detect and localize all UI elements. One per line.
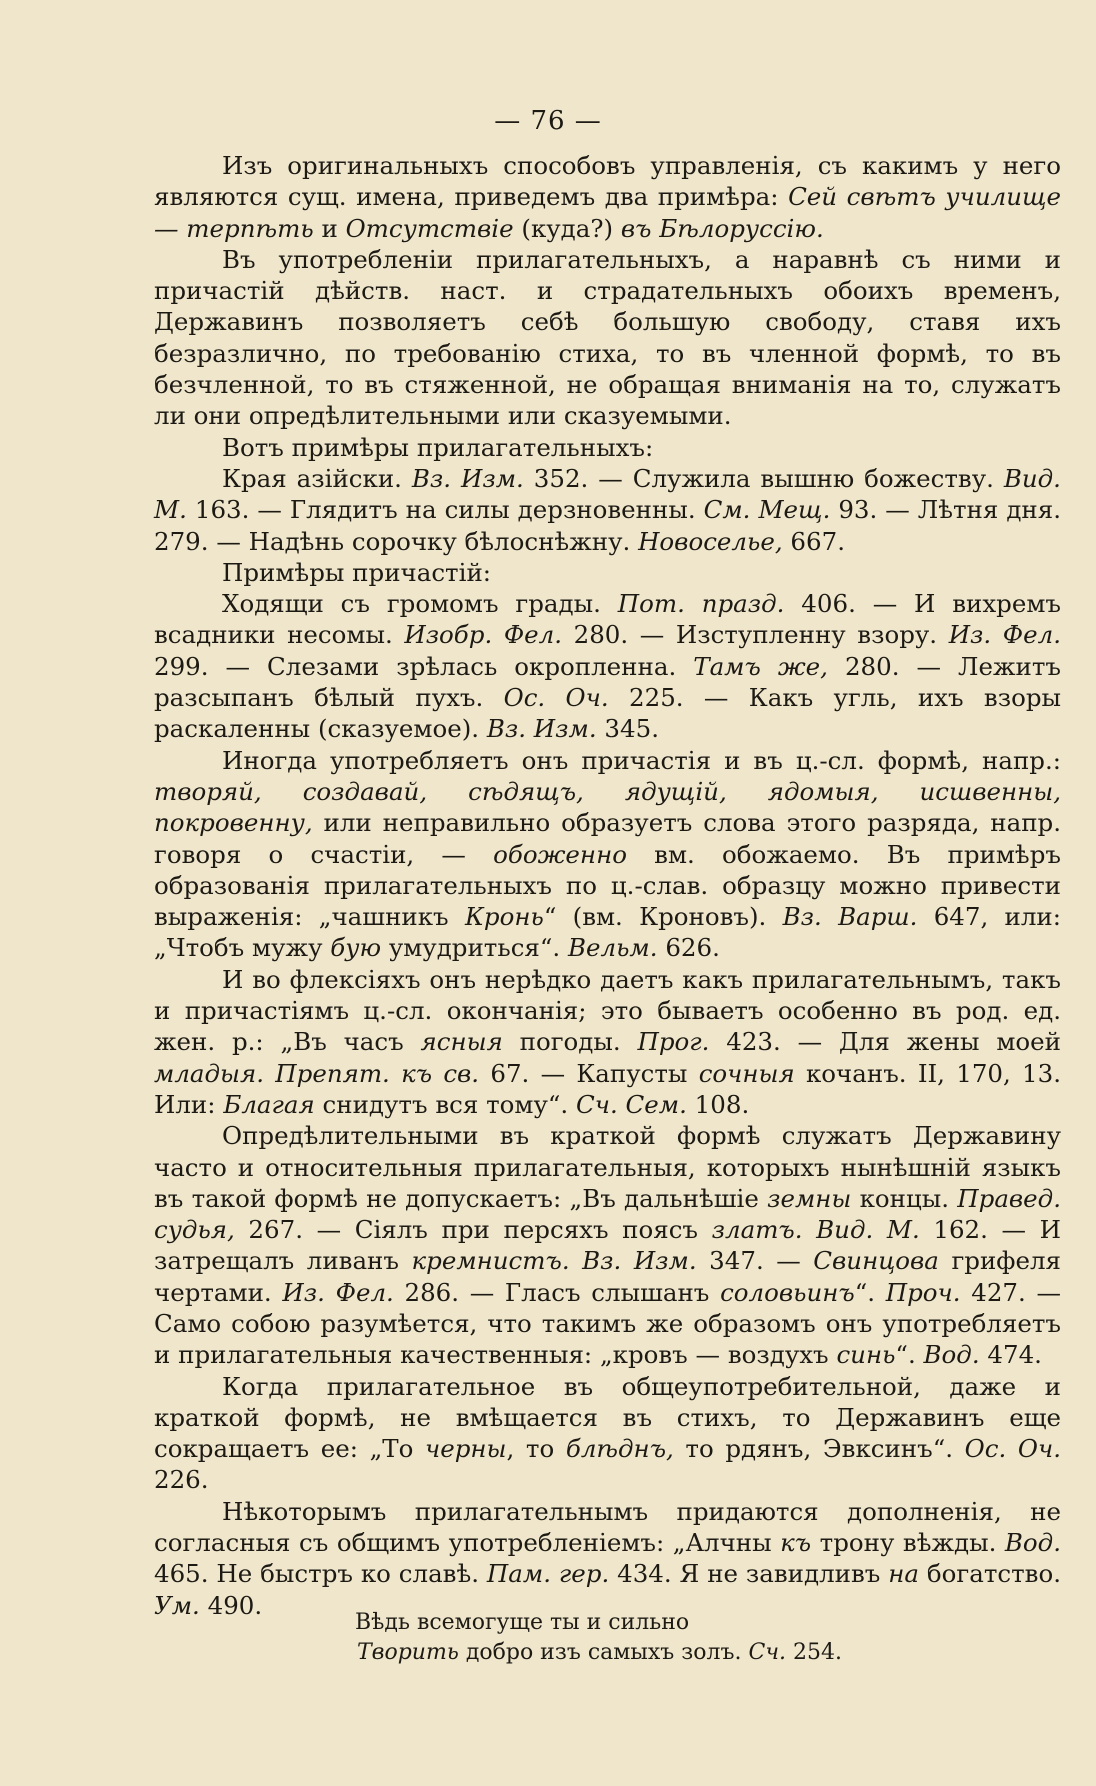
text-run: концы. bbox=[851, 1183, 958, 1213]
text-run: 280. — Лежитъ разсыпанъ бѣлый пухъ. bbox=[154, 651, 1061, 713]
italic-text: Из. Фел. bbox=[282, 1277, 394, 1307]
text-run: 465. Не быстръ ко славѣ. bbox=[154, 1559, 487, 1589]
text-run: 226. bbox=[154, 1465, 209, 1495]
text-run: 423. — Для жены моей bbox=[709, 1027, 1061, 1057]
text-run: 427. — Само собою разумѣется, что такимъ же образомъ онъ употребляетъ и прилагательныя качественныя: „кровъ — воздухъ bbox=[154, 1277, 1061, 1370]
text-run: Иногда употребляетъ онъ причастія и въ ц.-сл. формѣ, напр.: bbox=[222, 745, 1061, 775]
paragraph bbox=[154, 432, 1061, 463]
paragraph bbox=[154, 557, 1061, 588]
italic-text: Вз. Изм. bbox=[486, 714, 597, 744]
text-run: или неправильно образуетъ слова этого разряда, напр. говоря о счастіи, — bbox=[154, 808, 1061, 869]
italic-text: кремнистъ. Вз. Изм. bbox=[411, 1246, 697, 1276]
text-run: “. bbox=[895, 1340, 924, 1370]
text-run: 299. — Слезами зрѣлась окропленна. bbox=[154, 651, 694, 681]
text-run: 490. bbox=[199, 1590, 263, 1620]
italic-text: ясныя bbox=[420, 1027, 503, 1057]
paragraph bbox=[154, 1371, 1061, 1496]
paragraph bbox=[154, 1120, 1061, 1370]
italic-text: Кронь bbox=[464, 902, 544, 932]
italic-text: творяй, создавай, сѣдящъ, ядущій, ядомыя, исшвенны, покровенну, bbox=[154, 776, 1061, 838]
text-run: 345. bbox=[596, 714, 659, 744]
italic-text: Отсутствіе bbox=[345, 213, 514, 243]
text-run: Когда прилагательное въ общеупотребительной, даже и краткой формѣ, не вмѣщается въ стихъ, то Державинъ еще сокращаетъ ее: „То bbox=[154, 1371, 1061, 1464]
italic-text: Вз. Варш. bbox=[782, 902, 918, 932]
text-run: 280. — Изступленну взору. bbox=[562, 620, 949, 650]
italic-text: въ Бѣлоруссію. bbox=[620, 213, 824, 243]
paragraph bbox=[154, 588, 1061, 744]
text-run: 67. — Капусты bbox=[479, 1058, 699, 1088]
italic-text: Благая bbox=[223, 1089, 315, 1119]
italic-text: Сей свѣтъ училище — терпѣть bbox=[154, 182, 1061, 243]
text-run: добро изъ самыхъ золъ. bbox=[458, 1640, 749, 1665]
italic-text: синь bbox=[836, 1340, 896, 1370]
text-run: Края азійски. bbox=[222, 463, 412, 493]
italic-text: златъ. Вид. М. bbox=[711, 1215, 920, 1245]
text-run: 254. bbox=[786, 1640, 842, 1665]
italic-text: Свинцова bbox=[813, 1246, 939, 1276]
italic-text: Вид. М. bbox=[154, 463, 1061, 525]
text-run: то рдянъ, Эвксинъ“. bbox=[673, 1434, 965, 1464]
italic-text: обоженно bbox=[493, 839, 627, 869]
italic-text: Прог. bbox=[637, 1027, 710, 1057]
text-run: 267. — Сіялъ при персяхъ поясъ bbox=[234, 1215, 712, 1245]
text-run: Ходящи съ громомъ грады. bbox=[222, 589, 618, 619]
text-run: 286. — Гласъ слышанъ bbox=[393, 1277, 721, 1307]
text-run: 626. bbox=[657, 933, 720, 963]
italic-text: Из. Фел. bbox=[948, 620, 1062, 650]
text-run: грифеля чертами. bbox=[154, 1246, 1061, 1307]
verse-line bbox=[357, 1638, 915, 1668]
text-run: Примѣры причастій: bbox=[222, 557, 492, 587]
italic-text: бую bbox=[330, 933, 382, 963]
text-run: 352. — Служила вышню божеству. bbox=[523, 463, 1004, 493]
paragraph bbox=[154, 745, 1061, 964]
page-number: — 76 — bbox=[494, 106, 602, 136]
paragraph bbox=[154, 463, 1061, 557]
text-run: “ (вм. Кроновъ). bbox=[543, 902, 783, 932]
text-run: 647, или: „Чтобъ мужу bbox=[154, 902, 1062, 963]
italic-text: Вод. bbox=[923, 1340, 980, 1370]
verse-line bbox=[355, 1608, 915, 1638]
text-run: кочанъ. II, 170, 13. Или: bbox=[154, 1058, 1062, 1119]
italic-text: блѣднъ, bbox=[565, 1434, 674, 1464]
italic-text: Вельм. bbox=[567, 933, 658, 963]
text-run: Въ употребленіи прилагательныхъ, а наравнѣ съ ними и причастій дѣйств. наст. и страдательныхъ обоихъ временъ, Державинъ позволяетъ себѣ большую свободу, ставя ихъ безразлично, по требованію стиха, то въ членной формѣ, то въ безчленной, то въ стяженной, не обращая вниманія на то, служатъ ли они опредѣлительными или сказуемыми. bbox=[154, 244, 1061, 431]
italic-text: Сч. bbox=[748, 1640, 787, 1665]
text-run: 347. — bbox=[696, 1246, 814, 1276]
italic-text: Вод. bbox=[1004, 1528, 1061, 1558]
italic-text: См. Мещ. bbox=[703, 495, 831, 525]
text-run: вм. обожаемо. Въ примѣръ образованія прилагательныхъ по ц.-слав. образцу можно привести выраженія: „чашникъ bbox=[154, 839, 1061, 932]
text-run: 163. — Глядитъ на силы дерзновенны. bbox=[186, 495, 704, 525]
text-run: , то bbox=[506, 1434, 566, 1464]
text-run: И во флексіяхъ онъ нерѣдко даетъ какъ прилагательнымъ, такъ и причастіямъ ц.-сл. окончанія; это бываетъ особенно въ род. ед. жен. р.: „Въ часъ bbox=[154, 964, 1061, 1057]
italic-text: Ум. bbox=[154, 1590, 200, 1620]
page-body bbox=[154, 150, 1061, 1621]
text-run: Изъ оригинальныхъ способовъ управленія, съ какимъ у него являются сущ. имена, приведемъ два примѣра: bbox=[154, 151, 1061, 212]
text-run: снидутъ вся тому“. bbox=[314, 1089, 576, 1119]
italic-text: соловьинъ bbox=[720, 1277, 855, 1307]
italic-text: младыя. Препят. къ св. bbox=[154, 1058, 480, 1088]
paragraph bbox=[154, 964, 1061, 1120]
italic-text: Ос. Оч. bbox=[964, 1434, 1062, 1464]
verse-quote bbox=[355, 1608, 915, 1668]
text-run: богатство. bbox=[919, 1559, 1061, 1589]
paragraph bbox=[154, 244, 1061, 432]
text-run: 406. — И вихремъ всадники несомы. bbox=[154, 589, 1062, 650]
text-run: Опредѣлительными въ краткой формѣ служатъ Державину часто и относительныя прилагательныя, которыхъ нынѣшній языкъ въ такой формѣ не допускаетъ: „Въ дальнѣшіе bbox=[154, 1121, 1061, 1213]
italic-text: Сч. Сем. bbox=[575, 1089, 687, 1119]
text-run: 108. bbox=[686, 1089, 750, 1119]
text-run: Вѣдь всемогуще ты и сильно bbox=[355, 1610, 690, 1635]
text-run: “. bbox=[854, 1277, 886, 1307]
italic-text: Пот. празд. bbox=[617, 589, 785, 619]
text-run: погоды. bbox=[502, 1027, 638, 1057]
text-run: Вотъ примѣры прилагательныхъ: bbox=[222, 432, 654, 462]
text-run: (куда?) bbox=[513, 213, 621, 243]
text-run: и bbox=[313, 213, 346, 243]
text-run: 474. bbox=[979, 1340, 1042, 1370]
italic-text: сочныя bbox=[698, 1058, 795, 1088]
text-run: умудриться“. bbox=[381, 933, 568, 963]
italic-text: земны bbox=[767, 1183, 852, 1213]
text-run: трону вѣжды. bbox=[811, 1528, 1005, 1558]
italic-text: на bbox=[888, 1559, 919, 1589]
italic-text: Новоселье, bbox=[638, 526, 783, 556]
italic-text: Проч. bbox=[885, 1277, 961, 1307]
italic-text: Творить bbox=[357, 1640, 459, 1665]
italic-text: Правед. судья, bbox=[154, 1183, 1061, 1245]
italic-text: Изобр. Фел. bbox=[404, 620, 563, 650]
text-run: 225. — Какъ угль, ихъ взоры раскаленны (сказуемое). bbox=[154, 683, 1062, 744]
italic-text: черны bbox=[425, 1434, 507, 1464]
text-run: Нѣкоторымъ прилагательнымъ придаются дополненія, не согласныя съ общимъ употребленіемъ: „Алчны bbox=[154, 1496, 1061, 1558]
italic-text: Пам. гер. bbox=[486, 1559, 610, 1589]
text-run: 93. — Лѣтня дня. 279. — Надѣнь сорочку бѣлоснѣжну. bbox=[154, 495, 1061, 556]
italic-text: Ос. Оч. bbox=[503, 683, 609, 713]
text-run: 434. Я не завидливъ bbox=[609, 1559, 889, 1589]
text-run: 667. bbox=[782, 526, 845, 556]
text-run: 162. — И затрещалъ ливанъ bbox=[154, 1215, 1062, 1276]
paragraph bbox=[154, 150, 1061, 244]
italic-text: Тамъ же, bbox=[693, 651, 828, 681]
paragraph bbox=[154, 1496, 1061, 1621]
italic-text: Вз. Изм. bbox=[411, 463, 524, 493]
italic-text: къ bbox=[780, 1528, 812, 1558]
